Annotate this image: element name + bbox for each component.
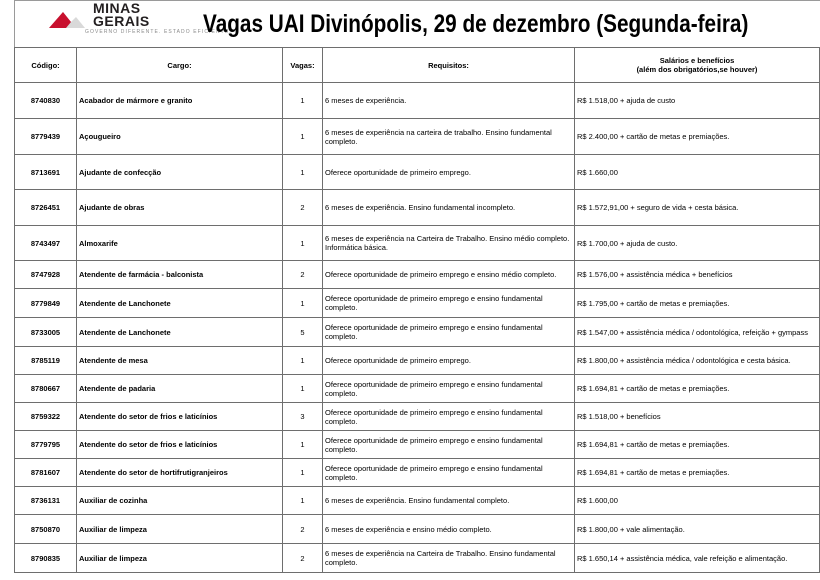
salario-cell: R$ 1.660,00	[575, 155, 820, 190]
logo-mark-icon	[45, 6, 87, 28]
document-header	[14, 0, 820, 47]
salarios-title: Salários e benefícios	[659, 56, 735, 65]
vagas-cell: 1	[283, 83, 323, 119]
salario-cell: R$ 1.800,00 + assistência médica / odontológica e cesta básica.	[575, 347, 820, 375]
requisitos-cell: 6 meses de experiência.	[323, 83, 575, 119]
vacancies-table	[14, 47, 820, 573]
vagas-cell: 2	[283, 544, 323, 573]
cargo-cell: Acabador de mármore e granito	[77, 83, 283, 119]
table-row	[15, 487, 820, 515]
logo-line-1: MINAS	[93, 0, 141, 16]
cargo-cell: Auxiliar de limpeza	[77, 544, 283, 573]
codigo-cell: 8790835	[15, 544, 77, 573]
vagas-cell: 2	[283, 190, 323, 226]
vagas-cell: 2	[283, 261, 323, 289]
salario-cell: R$ 2.400,00 + cartão de metas e premiações.	[575, 119, 820, 155]
requisitos-cell: Oferece oportunidade de primeiro emprego e ensino fundamental completo.	[323, 403, 575, 431]
table-row	[15, 226, 820, 261]
vagas-cell: 1	[283, 347, 323, 375]
salario-cell: R$ 1.518,00 + benefícios	[575, 403, 820, 431]
salario-cell: R$ 1.518,00 + ajuda de custo	[575, 83, 820, 119]
salario-cell: R$ 1.800,00 + vale alimentação.	[575, 515, 820, 544]
table-row	[15, 347, 820, 375]
table-row	[15, 431, 820, 459]
table-row	[15, 261, 820, 289]
salarios-subtitle: (além dos obrigatórios,se houver)	[636, 65, 758, 74]
requisitos-cell: Oferece oportunidade de primeiro emprego e ensino fundamental completo.	[323, 318, 575, 347]
cargo-cell: Auxiliar de cozinha	[77, 487, 283, 515]
salario-cell: R$ 1.694,81 + cartão de metas e premiações.	[575, 459, 820, 487]
table-row	[15, 83, 820, 119]
codigo-cell: 8759322	[15, 403, 77, 431]
cargo-cell: Atendente de farmácia - balconista	[77, 261, 283, 289]
cargo-cell: Atendente de Lanchonete	[77, 318, 283, 347]
minas-gerais-logo	[45, 0, 232, 42]
requisitos-cell: Oferece oportunidade de primeiro emprego e ensino fundamental completo.	[323, 289, 575, 318]
cargo-cell: Açougueiro	[77, 119, 283, 155]
salario-cell: R$ 1.572,91,00 + seguro de vida + cesta básica.	[575, 190, 820, 226]
vagas-cell: 5	[283, 318, 323, 347]
codigo-cell: 8713691	[15, 155, 77, 190]
column-header-cargo: Cargo:	[77, 48, 283, 83]
column-header-salarios	[575, 48, 820, 83]
cargo-cell: Almoxarife	[77, 226, 283, 261]
vagas-cell: 1	[283, 459, 323, 487]
requisitos-cell: 6 meses de experiência na Carteira de Trabalho. Ensino fundamental completo.	[323, 544, 575, 573]
cargo-cell: Atendente de mesa	[77, 347, 283, 375]
cargo-cell: Auxiliar de limpeza	[77, 515, 283, 544]
salario-cell: R$ 1.795,00 + cartão de metas e premiações.	[575, 289, 820, 318]
cargo-cell: Atendente de Lanchonete	[77, 289, 283, 318]
requisitos-cell: 6 meses de experiência. Ensino fundamental completo.	[323, 487, 575, 515]
salario-cell: R$ 1.547,00 + assistência médica / odontológica, refeição + gympass	[575, 318, 820, 347]
requisitos-cell: Oferece oportunidade de primeiro emprego e ensino fundamental completo.	[323, 431, 575, 459]
vagas-cell: 1	[283, 375, 323, 403]
column-header-codigo: Código:	[15, 48, 77, 83]
requisitos-cell: Oferece oportunidade de primeiro emprego e ensino fundamental completo.	[323, 459, 575, 487]
logo-line-2: GERAIS	[93, 13, 150, 29]
table-row	[15, 318, 820, 347]
column-header-vagas: Vagas:	[283, 48, 323, 83]
cargo-cell: Atendente do setor de hortifrutigranjeiros	[77, 459, 283, 487]
vagas-cell: 1	[283, 431, 323, 459]
vagas-cell: 1	[283, 226, 323, 261]
codigo-cell: 8781607	[15, 459, 77, 487]
codigo-cell: 8733005	[15, 318, 77, 347]
table-row	[15, 403, 820, 431]
salario-cell: R$ 1.694,81 + cartão de metas e premiações.	[575, 375, 820, 403]
requisitos-cell: 6 meses de experiência na carteira de trabalho. Ensino fundamental completo.	[323, 119, 575, 155]
table-row	[15, 375, 820, 403]
salario-cell: R$ 1.694,81 + cartão de metas e premiações.	[575, 431, 820, 459]
table-row	[15, 155, 820, 190]
codigo-cell: 8743497	[15, 226, 77, 261]
table-header-row	[15, 48, 820, 83]
codigo-cell: 8740830	[15, 83, 77, 119]
requisitos-cell: Oferece oportunidade de primeiro emprego e ensino fundamental completo.	[323, 375, 575, 403]
table-row	[15, 289, 820, 318]
codigo-cell: 8750870	[15, 515, 77, 544]
vagas-cell: 2	[283, 515, 323, 544]
vagas-cell: 3	[283, 403, 323, 431]
requisitos-cell: Oferece oportunidade de primeiro emprego.	[323, 347, 575, 375]
cargo-cell: Atendente do setor de frios e laticínios	[77, 431, 283, 459]
table-row	[15, 515, 820, 544]
codigo-cell: 8779849	[15, 289, 77, 318]
codigo-cell: 8747928	[15, 261, 77, 289]
table-row	[15, 459, 820, 487]
requisitos-cell: Oferece oportunidade de primeiro emprego e ensino médio completo.	[323, 261, 575, 289]
codigo-cell: 8736131	[15, 487, 77, 515]
salario-cell: R$ 1.700,00 + ajuda de custo.	[575, 226, 820, 261]
table-row	[15, 190, 820, 226]
cargo-cell: Atendente do setor de frios e laticínios	[77, 403, 283, 431]
salario-cell: R$ 1.576,00 + assistência médica + benefícios	[575, 261, 820, 289]
codigo-cell: 8779439	[15, 119, 77, 155]
salario-cell: R$ 1.600,00	[575, 487, 820, 515]
table-row	[15, 544, 820, 573]
logo-wordmark	[93, 2, 150, 28]
codigo-cell: 8779795	[15, 431, 77, 459]
requisitos-cell: 6 meses de experiência na Carteira de Trabalho. Ensino médio completo. Informática básica.	[323, 226, 575, 261]
codigo-cell: 8785119	[15, 347, 77, 375]
table-row	[15, 119, 820, 155]
requisitos-cell: 6 meses de experiência. Ensino fundamental incompleto.	[323, 190, 575, 226]
vagas-cell: 1	[283, 155, 323, 190]
cargo-cell: Ajudante de obras	[77, 190, 283, 226]
codigo-cell: 8726451	[15, 190, 77, 226]
salario-cell: R$ 1.650,14 + assistência médica, vale refeição e alimentação.	[575, 544, 820, 573]
vagas-cell: 1	[283, 487, 323, 515]
requisitos-cell: 6 meses de experiência e ensino médio completo.	[323, 515, 575, 544]
cargo-cell: Atendente de padaria	[77, 375, 283, 403]
vagas-cell: 1	[283, 119, 323, 155]
codigo-cell: 8780667	[15, 375, 77, 403]
vagas-cell: 1	[283, 289, 323, 318]
column-header-requisitos: Requisitos:	[323, 48, 575, 83]
page-title: Vagas UAI Divinópolis, 29 de dezembro (Segunda-feira)	[203, 10, 749, 38]
cargo-cell: Ajudante de confecção	[77, 155, 283, 190]
requisitos-cell: Oferece oportunidade de primeiro emprego.	[323, 155, 575, 190]
logo-tagline: GOVERNO DIFERENTE. ESTADO EFICIENTE.	[85, 29, 232, 35]
